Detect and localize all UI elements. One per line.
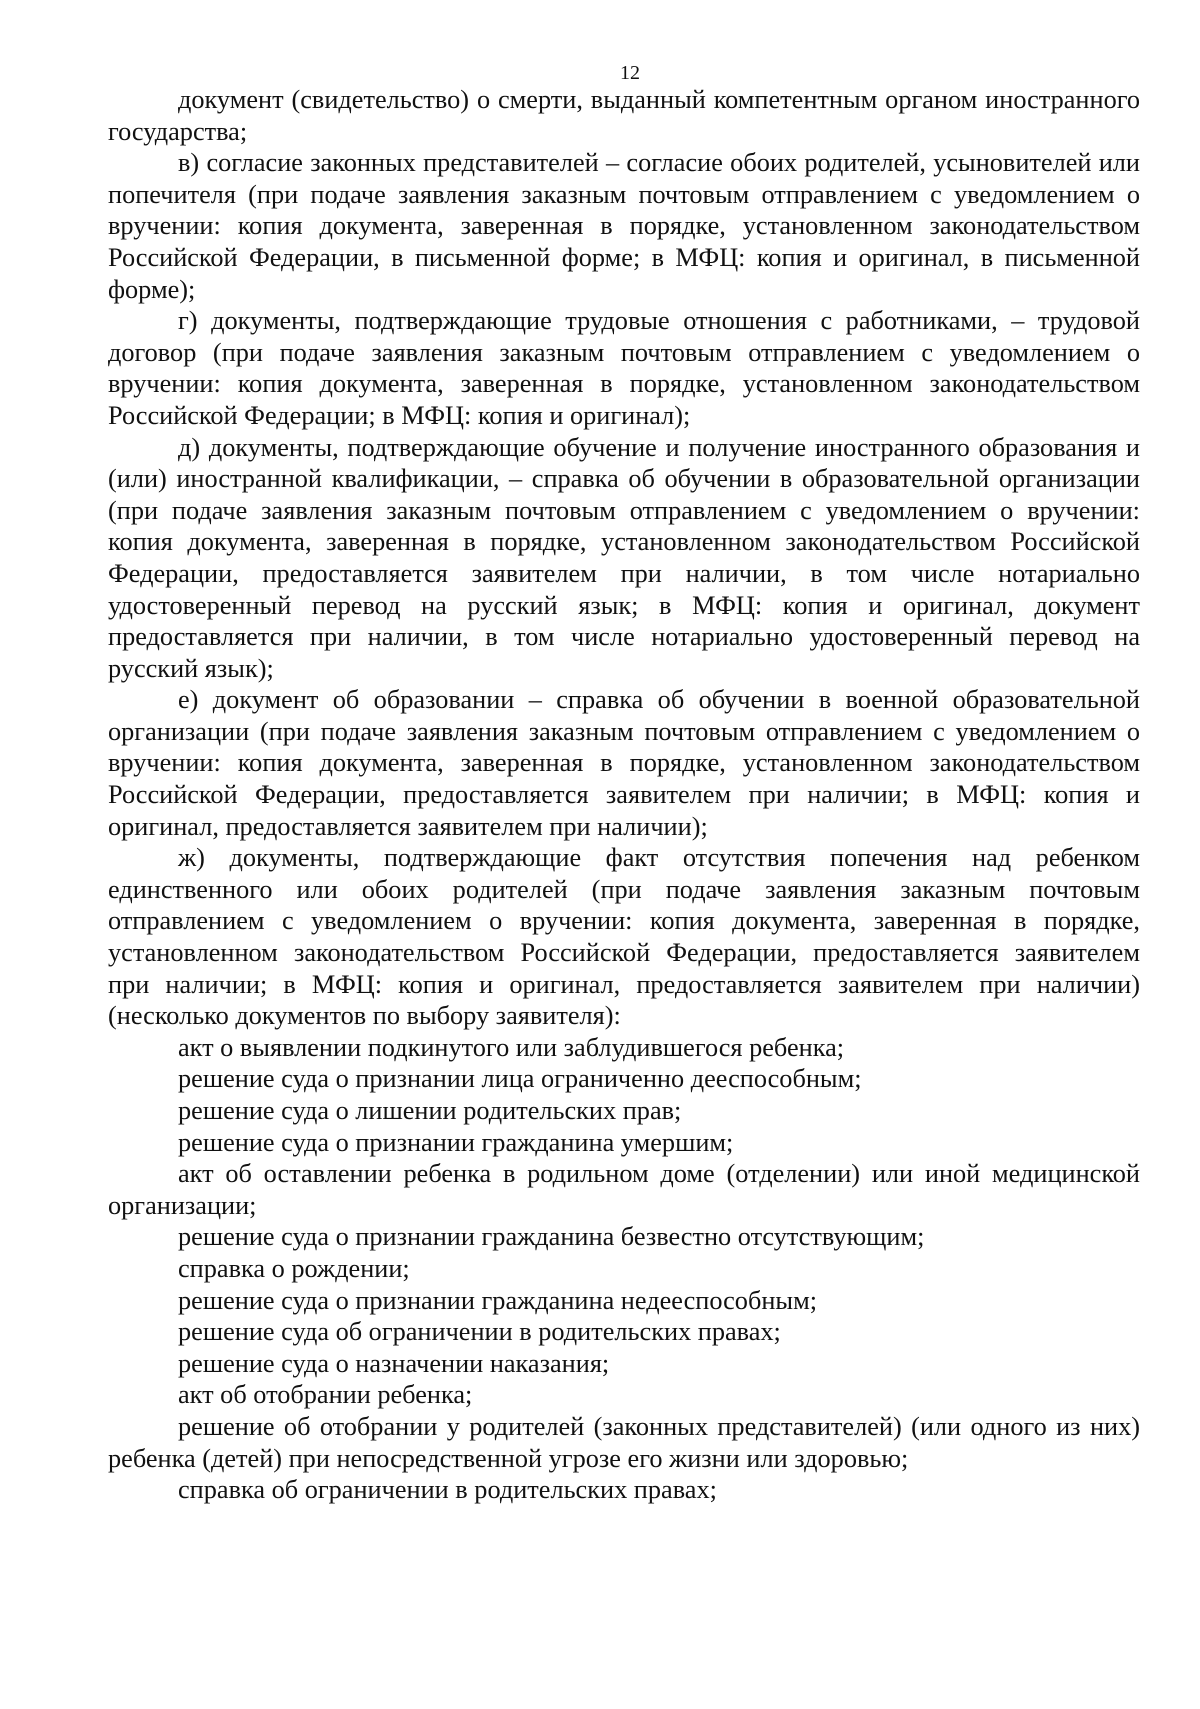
- paragraph-item-zh-no-care: ж) документы, подтверждающие факт отсутствия попечения над ребенком единственного или обоих родителей (при подаче заявления заказным почтовым отправлением с уведомлением о вручении: копия документа, заверенная в порядке, установленном законодательством Российской Федерации, предоставляется заявителем при наличии; в МФЦ: копия и оригинал, предоставляется заявителем при наличии) (несколько документов по выбору заявителя):: [108, 843, 1140, 1031]
- paragraph-death-certificate: документ (свидетельство) о смерти, выданный компетентным органом иностранного государства;: [108, 85, 1140, 146]
- list-item: справка об ограничении в родительских правах;: [178, 1475, 717, 1505]
- list-item: решение суда о лишении родительских прав;: [178, 1096, 682, 1125]
- list-item: решение об отобрании у родителей (законных представителей) (или одного из них) ребенка (детей) при непосредственной угрозе его жизни или здоровью;: [108, 1411, 1140, 1473]
- list-item: справка о рождении;: [178, 1253, 410, 1283]
- list-item: акт о выявлении подкинутого или заблудившегося ребенка;: [178, 1032, 845, 1062]
- list-item: акт об оставлении ребенка в родильном доме (отделении) или иной медицинской организации;: [108, 1159, 1140, 1220]
- list-item: решение суда об ограничении в родительских правах;: [178, 1317, 781, 1347]
- page-number: 12: [620, 62, 640, 84]
- list-item: решение суда о признании лица ограниченно дееспособным;: [178, 1064, 862, 1094]
- list-item: решение суда о признании гражданина недееспособным;: [178, 1285, 818, 1315]
- paragraph-item-d-education: д) документы, подтверждающие обучение и получение иностранного образования и (или) иностранной квалификации, – справка об обучении в образовательной организации (при подаче заявления заказным почтовым отправлением с уведомлением о вручении: копия документа, заверенная в порядке, установленном законодательством Российской Федерации, предоставляется заявителем при наличии, в том числе нотариально удостоверенный перевод на русский язык; в МФЦ: копия и оригинал, документ предоставляется при наличии, в том числе нотариально удостоверенный перевод на русский язык);: [108, 432, 1140, 683]
- paragraph-item-g-labor: г) документы, подтверждающие трудовые отношения с работниками, – трудовой договор (при подаче заявления заказным почтовым отправлением с уведомлением о вручении: копия документа, заверенная в порядке, установленном законодательством Российской Федерации; в МФЦ: копия и оригинал);: [108, 306, 1140, 430]
- paragraph-item-v-consent: в) согласие законных представителей – согласие обоих родителей, усыновителей или попечителя (при подаче заявления заказным почтовым отправлением с уведомлением о вручении: копия документа, заверенная в порядке, установленном законодательством Российской Федерации, в письменной форме; в МФЦ: копия и оригинал, в письменной форме);: [108, 148, 1140, 304]
- list-item: решение суда о признании гражданина умершим;: [178, 1127, 734, 1157]
- list-item: решение суда о признании гражданина безвестно отсутствующим;: [178, 1222, 925, 1252]
- list-item: акт об отобрании ребенка;: [178, 1380, 473, 1410]
- paragraph-item-e-military-education: е) документ об образовании – справка об обучении в военной образовательной организации (при подаче заявления заказным почтовым отправлением с уведомлением о вручении: копия документа, заверенная в порядке, установленном законодательством Российской Федерации, предоставляется заявителем при наличии; в МФЦ: копия и оригинал, предоставляется заявителем при наличии);: [108, 685, 1140, 841]
- document-body: [108, 84, 1140, 1506]
- list-item: решение суда о назначении наказания;: [178, 1348, 610, 1378]
